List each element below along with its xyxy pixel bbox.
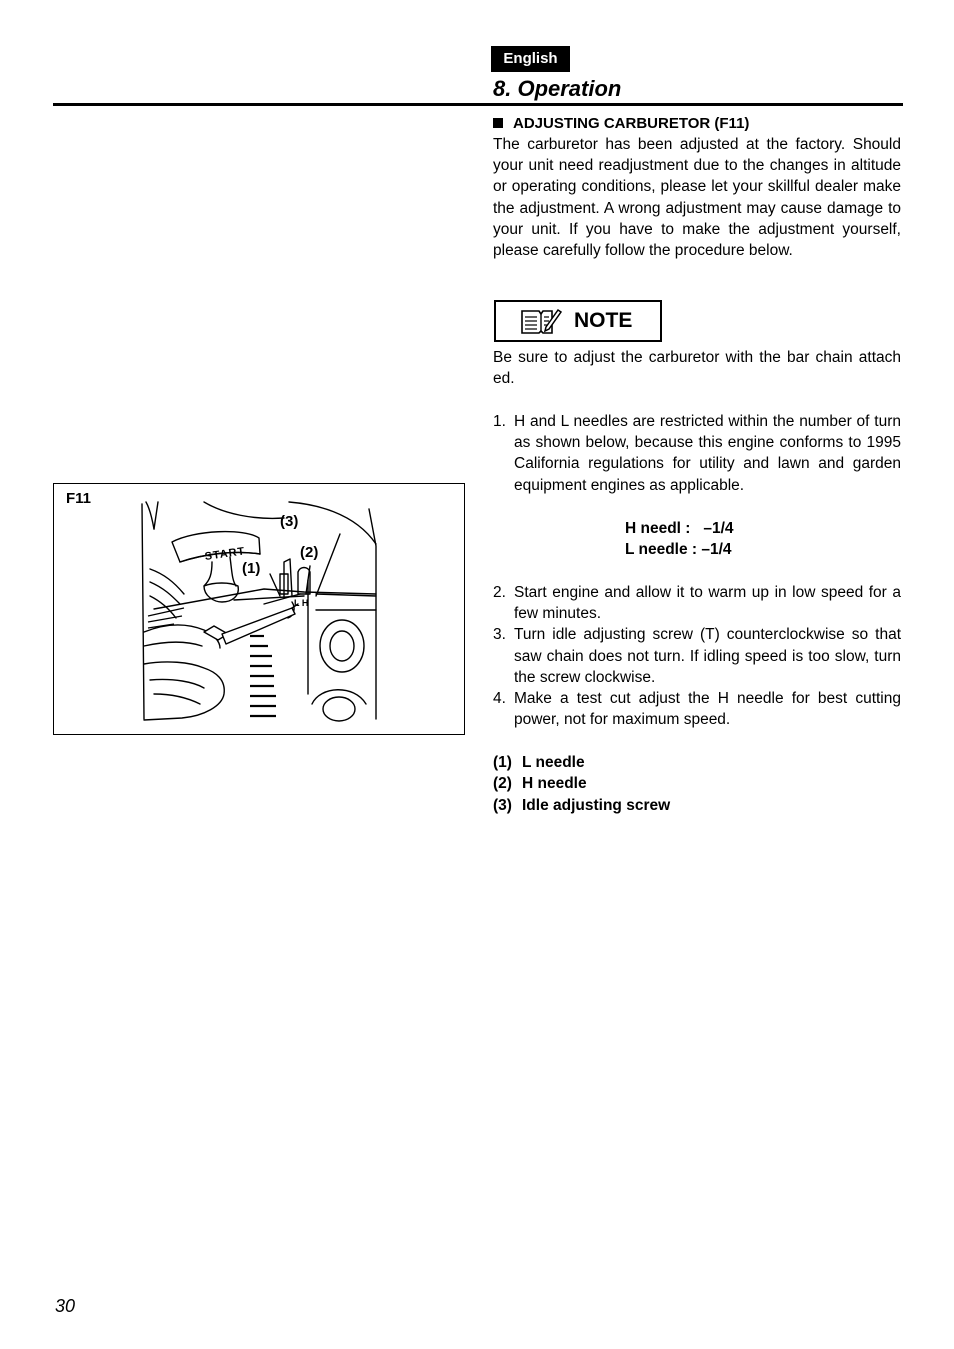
- list-item: 2. Start engine and allow it to warm up in low speed for a few minutes.: [493, 584, 901, 623]
- language-badge: English: [491, 46, 570, 72]
- figure-f11: [53, 483, 465, 735]
- callout-3: (3): [280, 513, 299, 530]
- legend-item: (2) H needle: [493, 775, 587, 793]
- carburetor-illustration: [54, 484, 464, 734]
- start-label: START: [203, 545, 247, 563]
- note-text: Be sure to adjust the carburetor with the bar chain attach ed.: [493, 349, 901, 388]
- legend-item: (3) Idle adjusting screw: [493, 796, 671, 814]
- section-title: 8. Operation: [493, 76, 622, 101]
- steps-list: [493, 411, 901, 496]
- callout-2: (2): [300, 544, 319, 561]
- list-item: 1. H and L needles are restricted within the number of turn as shown below, because this engine conforms to 1995 California regulations for utility and lawn and garden equipment engines as applicable.: [493, 413, 901, 494]
- l-needle-spec: L needle : –1/4: [625, 541, 732, 559]
- intro-paragraph: The carburetor has been adjusted at the factory. Should your unit need readjustment due to the changes in altitude or operating conditions, please let your skillful dealer make the adjustment. A wrong adjustment may cause damage to your unit. If you have to make the adjustment yourself, please carefully follow the procedure below.: [493, 136, 901, 260]
- legend-item: (1) L needle: [493, 754, 585, 771]
- note-label: NOTE: [574, 309, 633, 332]
- note-book-pencil-icon: [520, 307, 562, 335]
- figure-label: F11: [66, 490, 92, 507]
- needle-spec: [625, 518, 734, 561]
- bullet-square-icon: [493, 118, 503, 128]
- figure-legend: [493, 752, 901, 816]
- callout-1: (1): [242, 560, 261, 577]
- section-heading-text: ADJUSTING CARBURETOR (F11): [513, 115, 750, 132]
- note-box: [494, 300, 662, 342]
- list-item: 3. Turn idle adjusting screw (T) counterclockwise so that saw chain does not turn. If idling speed is too slow, turn the screw clockwise.: [493, 626, 901, 686]
- page-number: 30: [55, 1296, 76, 1316]
- header-rule: [53, 103, 903, 106]
- list-item: 4. Make a test cut adjust the H needle for best cutting power, not for maximum speed.: [493, 690, 901, 729]
- lh-marking: L H: [294, 598, 309, 608]
- steps-list-continued: [493, 582, 901, 730]
- section-heading: [493, 114, 901, 134]
- h-needle-spec: H needl : –1/4: [625, 520, 734, 537]
